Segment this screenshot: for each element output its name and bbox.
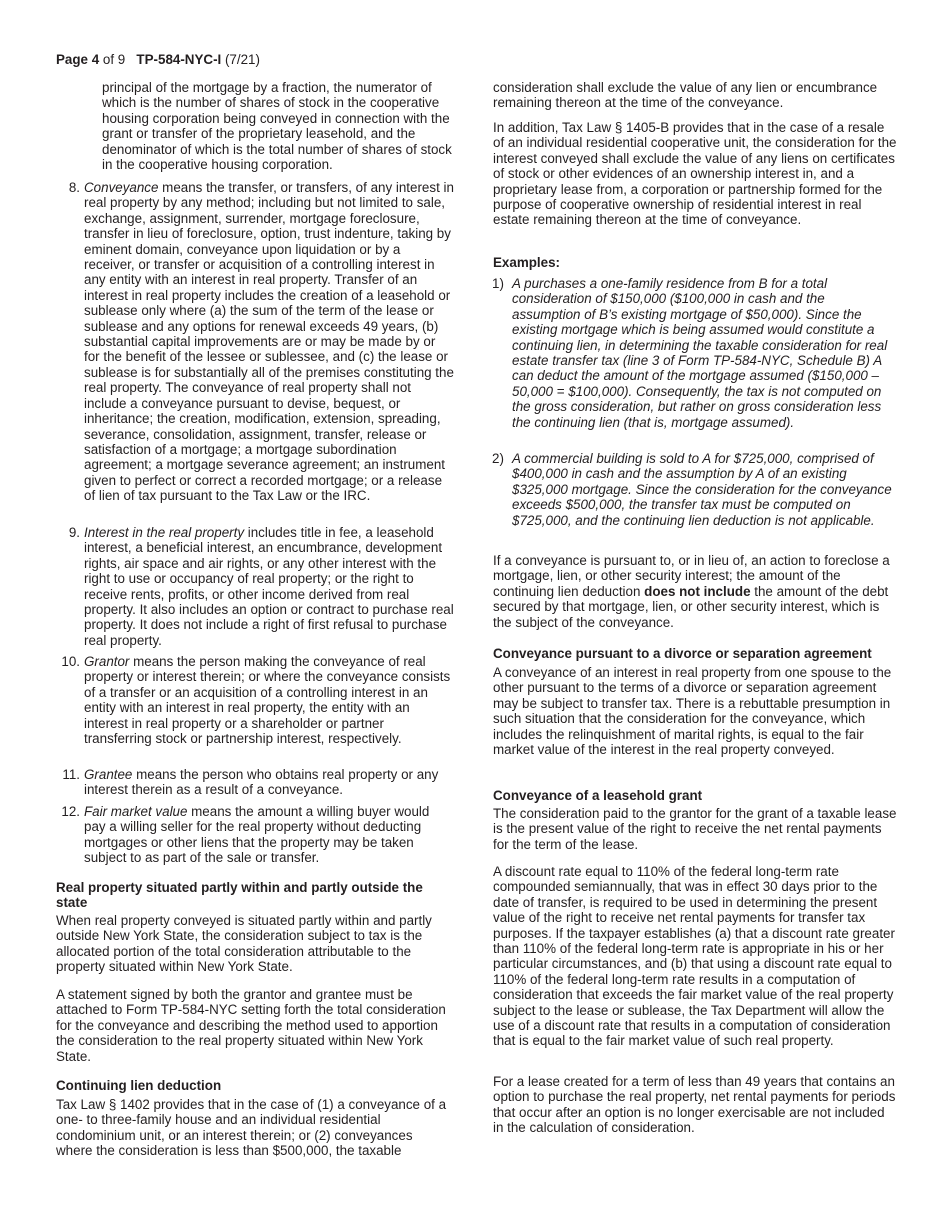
section-heading-leasehold: Conveyance of a leasehold grant	[493, 788, 703, 803]
form-id: TP-584-NYC-I	[136, 52, 222, 67]
definition-text: means the person making the conveyance of real property or interest therein; or where the conveyance consists of a transfer or an acquisition of a controlling interest in an entity with an interest in real property, the entity with an interest in real property or a shareholder or partner transferring stock or partnership interest, respectively.	[84, 654, 451, 747]
example-number: 1)	[492, 276, 504, 291]
definition-term: Interest in the real property	[84, 525, 245, 540]
item-number: 12.	[61, 804, 80, 819]
definition-item-10	[61, 654, 454, 747]
definition-item-11	[62, 767, 454, 798]
paragraph: consideration shall exclude the value of any lien or encumbrance remaining thereon at the time of the conveyance.	[493, 80, 878, 111]
definition-text: means the amount a willing buyer would pay a willing seller for the real property without deducting mortgages or other liens that the property may be taken subject to as part of the sale or transfer.	[84, 804, 430, 866]
item-number: 8.	[68, 180, 80, 195]
example-2	[492, 451, 896, 528]
example-text: A purchases a one-family residence from B for a total consideration of $150,000 ($100,000 in cash and the assumption of B’s existing mortgage of $50,000). Since the existing mortgage which is being assumed would constitute a continuing lien, in determining the taxable consideration for real estate transfer tax (line 3 of Form TP-584-NYC, Schedule B) A can deduct the amount of the mortgage assumed ($150,000 – 50,000 = $100,000). Consequently, the tax is not computed on the gross consideration, but rather on gross consideration less the continuing lien (that is, mortgage assumed).	[512, 276, 888, 430]
definition-item-12	[61, 804, 454, 866]
page-number: Page 4	[56, 52, 100, 67]
paragraph: The consideration paid to the grantor for the grant of a taxable lease is the present value of the right to receive the net rental payments for the term of the lease.	[493, 806, 897, 852]
example-text: A commercial building is sold to A for $725,000, comprised of $400,000 in cash and the assumption by A of an existing $325,000 mortgage. Since the consideration for the conveyance exceeds $500,000, the transfer tax must be computed on $725,000, and the continuing lien deduction is not applicable.	[512, 451, 892, 528]
page-header	[56, 52, 260, 67]
definition-text: means the transfer, or transfers, of any interest in real property by any method; including but not limited to sale, exchange, assignment, surrender, mortgage foreclosure, transfer in lieu of foreclosure, option, trust indenture, taking by eminent domain, conveyance upon liquidation or by a receiver, or transfer or acquisition of a controlling interest in any entity with an interest in real property. Transfer of an interest in real property includes the creation of a leasehold or sublease only where (a) the sum of the term of the lease or sublease and any options for renewal exceeds 49 years, (b) substantial capital improvements are or may be made by or for the benefit of the lessee or sublessee, and (c) the lease or sublease is for substantially all of the premises constituting the real property. The conveyance of real property shall not include a conveyance pursuant to devise, bequest, or inheritance; the creation, modification, extension, spreading, severance, consolidation, assignment, transfer, release or satisfaction of a mortgage; a mortgage subordination agreement; a mortgage severance agreement; an instrument given to perfect or correct a recorded mortgage; or a release of lien of tax pursuant to the Tax Law or the IRC.	[84, 180, 454, 504]
definition-item-9	[68, 525, 454, 648]
paragraph-foreclosure	[493, 553, 897, 630]
definition-item-8	[68, 180, 454, 504]
paragraph: In addition, Tax Law § 1405-B provides that in the case of a resale of an individual residential cooperative unit, the consideration for the interest conveyed shall exclude the value of any liens on certificates of stock or other evidences of an ownership interest in, and a proprietary lease from, a corporation or partnership formed for the purpose of cooperative ownership of residential interest in real estate remaining thereon at the time of conveyance.	[493, 120, 897, 228]
text: the amount of the debt secured by that mortgage, lien, or other security interest, which is the subject of the conveyance.	[493, 583, 889, 630]
emphasis: does not include	[644, 583, 751, 599]
item-number: 9.	[68, 525, 80, 540]
item-number: 11.	[62, 767, 80, 782]
examples-heading: Examples:	[493, 255, 560, 270]
text: If a conveyance is pursuant to, or in lieu of, an action to foreclose a mortgage, lien, or other security interest; the amount of the continuing lien deduction	[493, 553, 890, 599]
paragraph: For a lease created for a term of less than 49 years that contains an option to purchase the real property, net rental payments for periods that occur after an option is no longer exercisable are not included in the calculation of consideration.	[493, 1074, 896, 1136]
example-number: 2)	[492, 451, 504, 466]
section-heading-partly-within: Real property situated partly within and partly outside the state	[56, 880, 423, 911]
continuation-paragraph: principal of the mortgage by a fraction, the numerator of which is the number of shares of stock in the cooperative housing corporation being conveyed in connection with the grant or transfer of the proprietary leasehold, and the denominator of which is the total number of shares of stock in the cooperative housing corporation.	[102, 80, 452, 173]
definition-term: Conveyance	[84, 180, 159, 195]
definition-term: Grantee	[84, 767, 133, 782]
page-total: of 9	[99, 52, 126, 67]
definition-text: means the person who obtains real property or any interest therein as a result of a conveyance.	[84, 767, 439, 798]
example-1	[492, 276, 896, 430]
paragraph: When real property conveyed is situated partly within and partly outside New York State, the consideration subject to tax is the allocated portion of the total consideration attributable to the property situated within New York State.	[56, 913, 432, 975]
form-revision: (7/21)	[221, 52, 260, 67]
definition-term: Grantor	[84, 654, 130, 669]
paragraph: A statement signed by both the grantor and grantee must be attached to Form TP-584-NYC setting forth the total consideration for the conveyance and describing the method used to apportion the consideration to the real property situated within New York State.	[56, 987, 446, 1064]
definition-text: includes title in fee, a leasehold interest, a beneficial interest, an encumbrance, development rights, air space and air rights, or any other interest with the right to use or occupancy of real property; or the right to receive rents, profits, or other income derived from real property. It also includes an option or contract to purchase real property. It does not include a right of first refusal to purchase real property.	[84, 525, 454, 648]
paragraph: A conveyance of an interest in real property from one spouse to the other pursuant to the terms of a divorce or separation agreement may be subject to transfer tax. There is a rebuttable presumption in such situation that the consideration for the conveyance, which includes the relinquishment of marital rights, is equal to the fair market value of the interest in the real property conveyed.	[493, 665, 892, 758]
item-number: 10.	[61, 654, 80, 669]
paragraph: A discount rate equal to 110% of the federal long-term rate compounded semiannually, that was in effect 30 days prior to the date of transfer, is required to be used in determining the present value of the right to receive net rental payments for transfer tax purposes. If the taxpayer establishes (a) that a discount rate greater than 110% of the federal long-term rate is appropriate in his or her particular circumstances, and (b) that using a discount rate equal to 110% of the federal long-term rate results in a computation of consideration that exceeds the fair market value of the real property subject to the lease or sublease, the Tax Department will allow the use of a discount rate that results in a computation of consideration that is equal to the fair market value of such real property.	[493, 864, 895, 1049]
section-heading-continuing-lien: Continuing lien deduction	[56, 1078, 222, 1093]
paragraph: Tax Law § 1402 provides that in the case of (1) a conveyance of a one- to three-family house and an individual residential condominium unit, or an interest therein; or (2) conveyances where the consideration is less than $500,000, the taxable	[56, 1097, 447, 1159]
section-heading-divorce: Conveyance pursuant to a divorce or separation agreement	[493, 646, 872, 661]
definition-term: Fair market value	[84, 804, 188, 819]
